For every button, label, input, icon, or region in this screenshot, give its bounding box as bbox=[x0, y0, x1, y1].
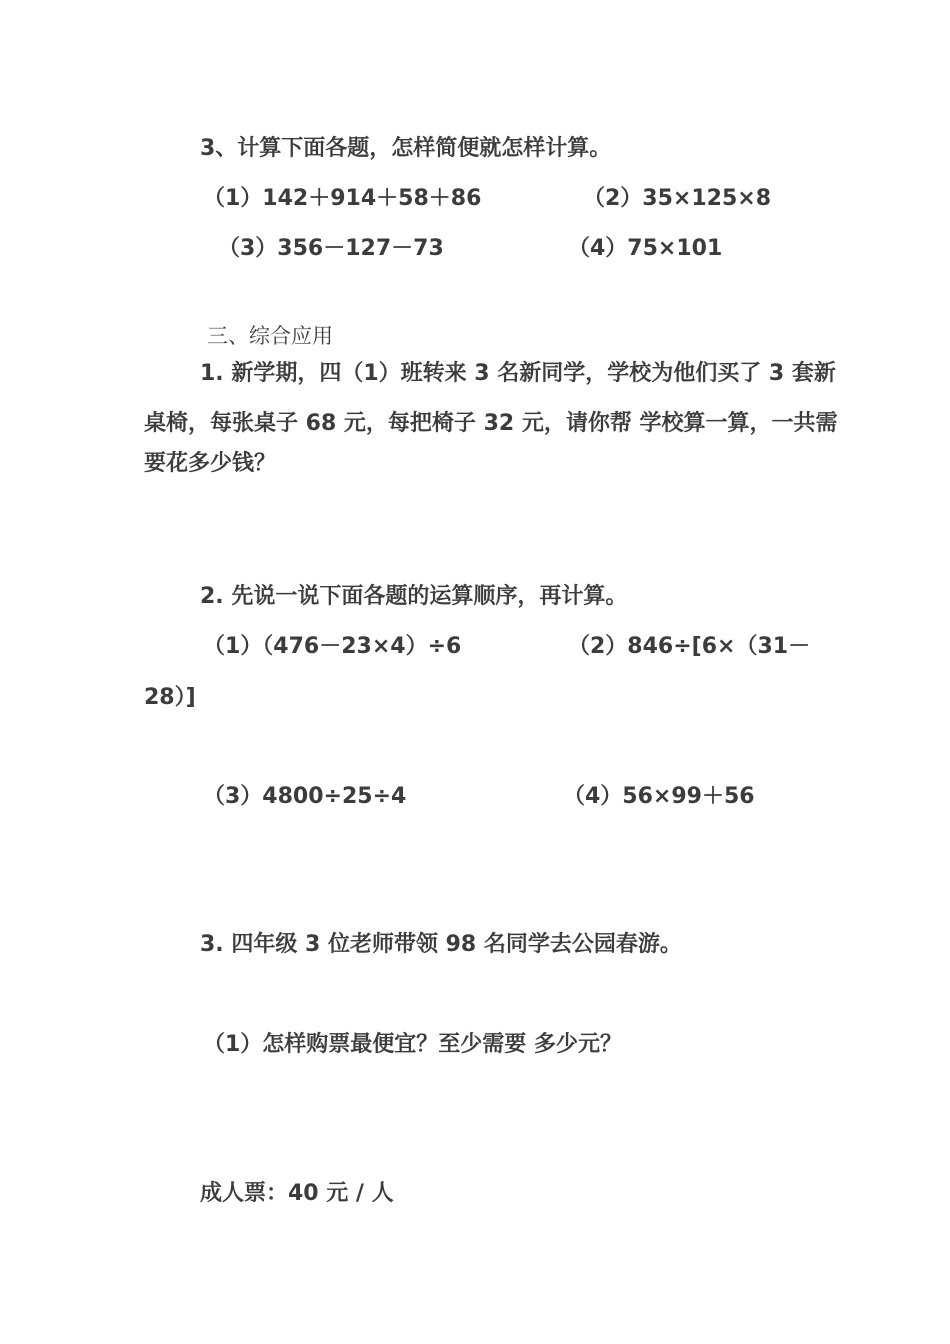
q3-title: 3、计算下面各题，怎样简便就怎样计算。 bbox=[200, 136, 612, 161]
app2-item-1: （1）（476－23×4）÷6 bbox=[203, 634, 462, 659]
q3-item-3: （3）356－127－73 bbox=[218, 236, 444, 261]
section-title: 三、综合应用 bbox=[207, 324, 333, 348]
app1-line1: 1. 新学期，四（1）班转来 3 名新同学，学校为他们买了 3 套新 bbox=[200, 361, 836, 386]
app2-item-2: （2）846÷[6×（31－ bbox=[568, 634, 811, 659]
app1-line3: 要花多少钱？ bbox=[144, 451, 277, 476]
app3-price-adult: 成人票：40 元 / 人 bbox=[200, 1181, 394, 1206]
app3-sub1: （1）怎样购票最便宜？至少需要 多少元？ bbox=[203, 1032, 622, 1057]
app2-item-2-cont: 28）] bbox=[144, 685, 196, 710]
app2-item-4: （4）56×99＋56 bbox=[563, 784, 755, 809]
app2-item-3: （3）4800÷25÷4 bbox=[203, 784, 407, 809]
app3-title: 3. 四年级 3 位老师带领 98 名同学去公园春游。 bbox=[200, 932, 682, 957]
app2-title: 2. 先说一说下面各题的运算顺序，再计算。 bbox=[200, 584, 628, 609]
q3-item-1: （1）142＋914＋58＋86 bbox=[203, 186, 482, 211]
q3-item-2: （2）35×125×8 bbox=[583, 186, 772, 211]
q3-item-4: （4）75×101 bbox=[568, 236, 723, 261]
app1-line2: 桌椅，每张桌子 68 元，每把椅子 32 元，请你帮 学校算一算，一共需 bbox=[144, 411, 838, 436]
